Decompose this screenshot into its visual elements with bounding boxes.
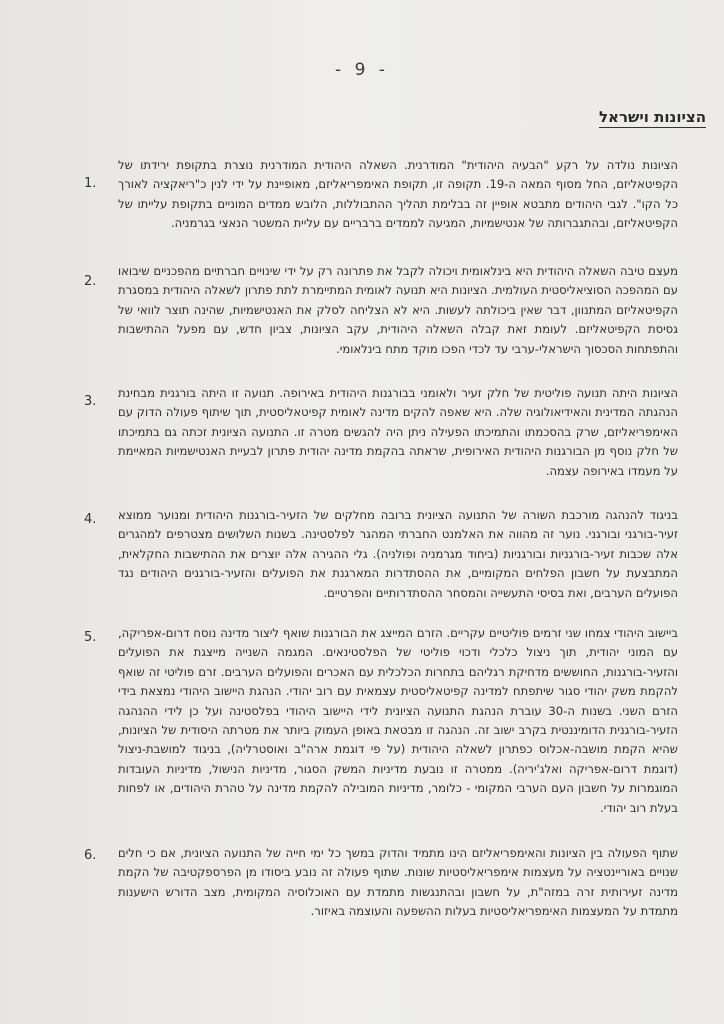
page-number: - 9 -: [335, 60, 389, 80]
paragraph-number-2: 2.: [84, 274, 97, 289]
paragraph-number-4: 4.: [84, 512, 97, 527]
paragraph-number-1: 1.: [84, 176, 97, 191]
paragraph-2: מעצם טיבה השאלה היהודית היא בינלאומית ויכולה לקבל את פתרונה רק על ידי שינויים חברתיים מהפכניים שיבואו עם המהפכה הסוציאליסטית העולמית. הציונות היא תנועה לאומית המתיימרת לתת פתרון לשאלה היהודית במסגרת הקפיטאליזם המתנוון, דבר שאין ביכולתה לעשות. היא לא הצליחה לסלק את האנטישמיות, שהינה תוצר לוואי של גסיסת הקפיטאליזם. לעומת זאת קבלה השאלה היהודית, עקב הציונות, צביון חדש, עם מפעל ההתישבות והתפתחות הסכסוך הישראלי-ערבי עד לכדי הפכו מוקד מתח בינלאומי.: [118, 264, 678, 356]
paragraph-number-6: 6.: [84, 848, 97, 863]
paragraph-4: בניגוד להנהגה מורכבת השורה של התנועה הציונית ברובה מחלקים של הזעיר-בורגנות היהודית ומנוער ממוצא זעיר-בורגני ובורגני. נוער זה מהווה את האלמנט החברתי המהגר לפלסטינה. בשנות השלושים מצטרפים למהגרים אלה שכבות זעיר-בורגניות ובורגניות (ביחוד מגרמניה ופולניה). גלי ההגירה אלה יוצרים את ההתישבות החקלאית, המתבצעת על חשבון הפלחים המקומיים, את ההסתדרות המארגנת את הפועלים והזעיר-בורגנים היהודים נגד הפועלים הערבים, ואת בסיסי התעשייה והמסחר ההסתדרותיים והפרטיים.: [118, 508, 678, 600]
section-heading: הציונות וישראל: [598, 108, 706, 126]
paragraph-6: שתוף הפעולה בין הציונות והאימפריאליזם הינו מתמיד והדוק במשך כל ימי חייה של התנועה הציונית, אם כי חלים שנויים באוריינטציה על מעצמות אימפריאליסטיות שונות. שתוף פעולה זה נובע ביסודו מן הפרספקטיבה של הקמת מדינה זעירותית זרה במזה"ת, על חשבון ובהתנגשות מתמדת עם האוכלוסיה המקומית, מצב הדורש הישענות מתמדת על המעצמות האימפריאליסטיות בעלות ההשפעה והעוצמה באיזור.: [118, 846, 678, 919]
paragraph-5: ביישוב היהודי צמחו שני זרמים פוליטיים עקריים. הזרם המייצג את הבורגנות שואף ליצור מדינה נוסח דרום-אפריקה, עם המוני יהודית, תוך ניצול כלכלי ודכוי פוליטי של הפלסטינאים. המגמה השנייה מייצגת את הפועלים והזעיר-בורגנות, החוששים מדחיקת רגליהם בתחרות הכלכלית עם האכרים והפועלים הערבים. זרם פוליטי זה שואף להקמת משק יהודי סגור שיתפתח למדינה קפיטאליסטית עצמאית עם רוב יהודי. הנהגת היישוב היהודי נמצאת בידי הזרם השני. בשנות ה-30 עוברת הנהגת התנועה הציונית לידי היישוב היהודי בפלסטינה ועל כן לידי ההנהגה הזעיר-בורגנית הדומיננטית בקרב ישוב זה. הנהגה זו מבטאת באופן העמוק ביותר את מטרתה היסודית של הציונות, שהיא הקמת מושבה-אכלוס כפתרון לשאלה היהודית (על פי דוגמת ארה"ב ואוסטרליה), בניגוד למושבת-ניצול (דוגמת דרום-אפריקה ואלג'יריה). ממטרה זו נובעת מדיניות המשק הסגור, מדיניות הנישול, מדיניות העובדות המוגמרות על חשבון העם הערבי המקומי - כלומר, מדיניות המובילה להקמת מדינה על טהרת היהודים, או לפחות בעלת רוב יהודי.: [118, 626, 678, 815]
paragraph-3: הציונות היתה תנועה פוליטית של חלק זעיר ולאומני בבורגנות היהודית באירופה. תנועה זו היתה בורגנית מבחינת הנהגתה המדינית והאידיאולוגיה שלה. היא שאפה להקים מדינה לאומית קפיטאליסטית, תוך שיתוף פעולה הדוק עם האימפריאליזם, שרק בהסכמתו והתמיכתו הפעילה ניתן היה להגשים מטרה זו. התנועה הציונית זכתה גם בתמיכתו של חלק נוסף מן הבורגנות היהודית האירופית, שראתה בהקמת מדינה יהודית פתרון לבעיית האנטישמיות המאיימת על מעמדו באירופה עצמה.: [118, 386, 678, 478]
paragraph-number-5: 5.: [84, 630, 97, 645]
paragraph-1: הציונות נולדה על רקע "הבעיה היהודית" המודרנית. השאלה היהודית המודרנית נוצרת בתקופת ירידתו של הקפיטאליזם, החל מסוף המאה ה-19. תקופה זו, תקופת האימפריאליזם, מאופיינת על ידי לנין כ"ריאקציה לאורך כל הקו". לגבי היהודים מתבטא אופיין זה בבלימת תהליך ההתבוללות, הלובש ממדים המוניים בתקופת עלייתו של הקפיטאליזם, ובהתגברותה של אנטישמיות, המגיעה לממדים ברבריים עם עליית המשטר הנאצי בגרמניה.: [118, 158, 678, 231]
paragraph-number-3: 3.: [84, 394, 97, 409]
